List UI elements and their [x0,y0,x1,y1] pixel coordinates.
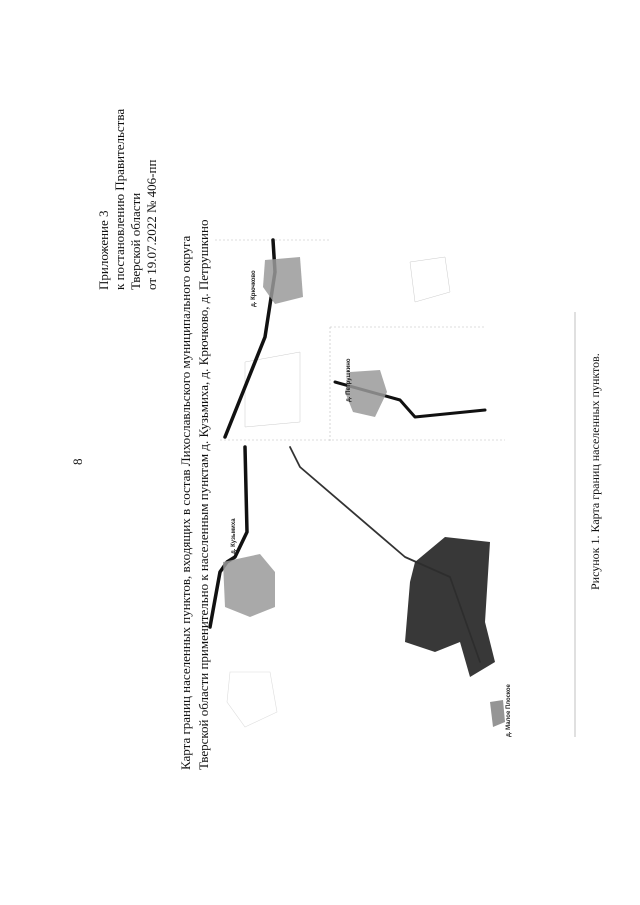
label-kryuchkovo: д. Крючково [251,270,257,307]
forest-area [405,537,495,677]
annex-reference: к постановлению Правительства [112,108,127,290]
settlement-maloe-ploskoe [490,700,505,727]
annex-date-number: от 19.07.2022 № 406-пп [144,159,159,290]
annex-title: Приложение 3 [96,210,111,290]
settlement-boundaries-map [205,232,605,752]
heading-line-1: Карта границ населенных пунктов, входящих в состав Лихославльского муниципального округа [178,235,193,770]
label-maloe-ploskoe: д. Малое Плоское [506,684,512,737]
settlement-kryuchkovo [263,257,303,304]
annex-region: Тверской области [128,192,143,290]
page-number: 8 [70,458,85,465]
settlement-kuzmikha [223,554,275,617]
label-petrushkino: д. Петрушкино [346,358,352,402]
heading-line-2: Тверской области применительно к населенным пунктам д. Кузьмиха, д. Крючково, д. Петрушкино [196,219,211,770]
figure-caption: Рисунок 1. Карта границ населенных пунктов. [588,353,602,590]
label-kuzmikha: д. Кузьмиха [231,518,237,554]
